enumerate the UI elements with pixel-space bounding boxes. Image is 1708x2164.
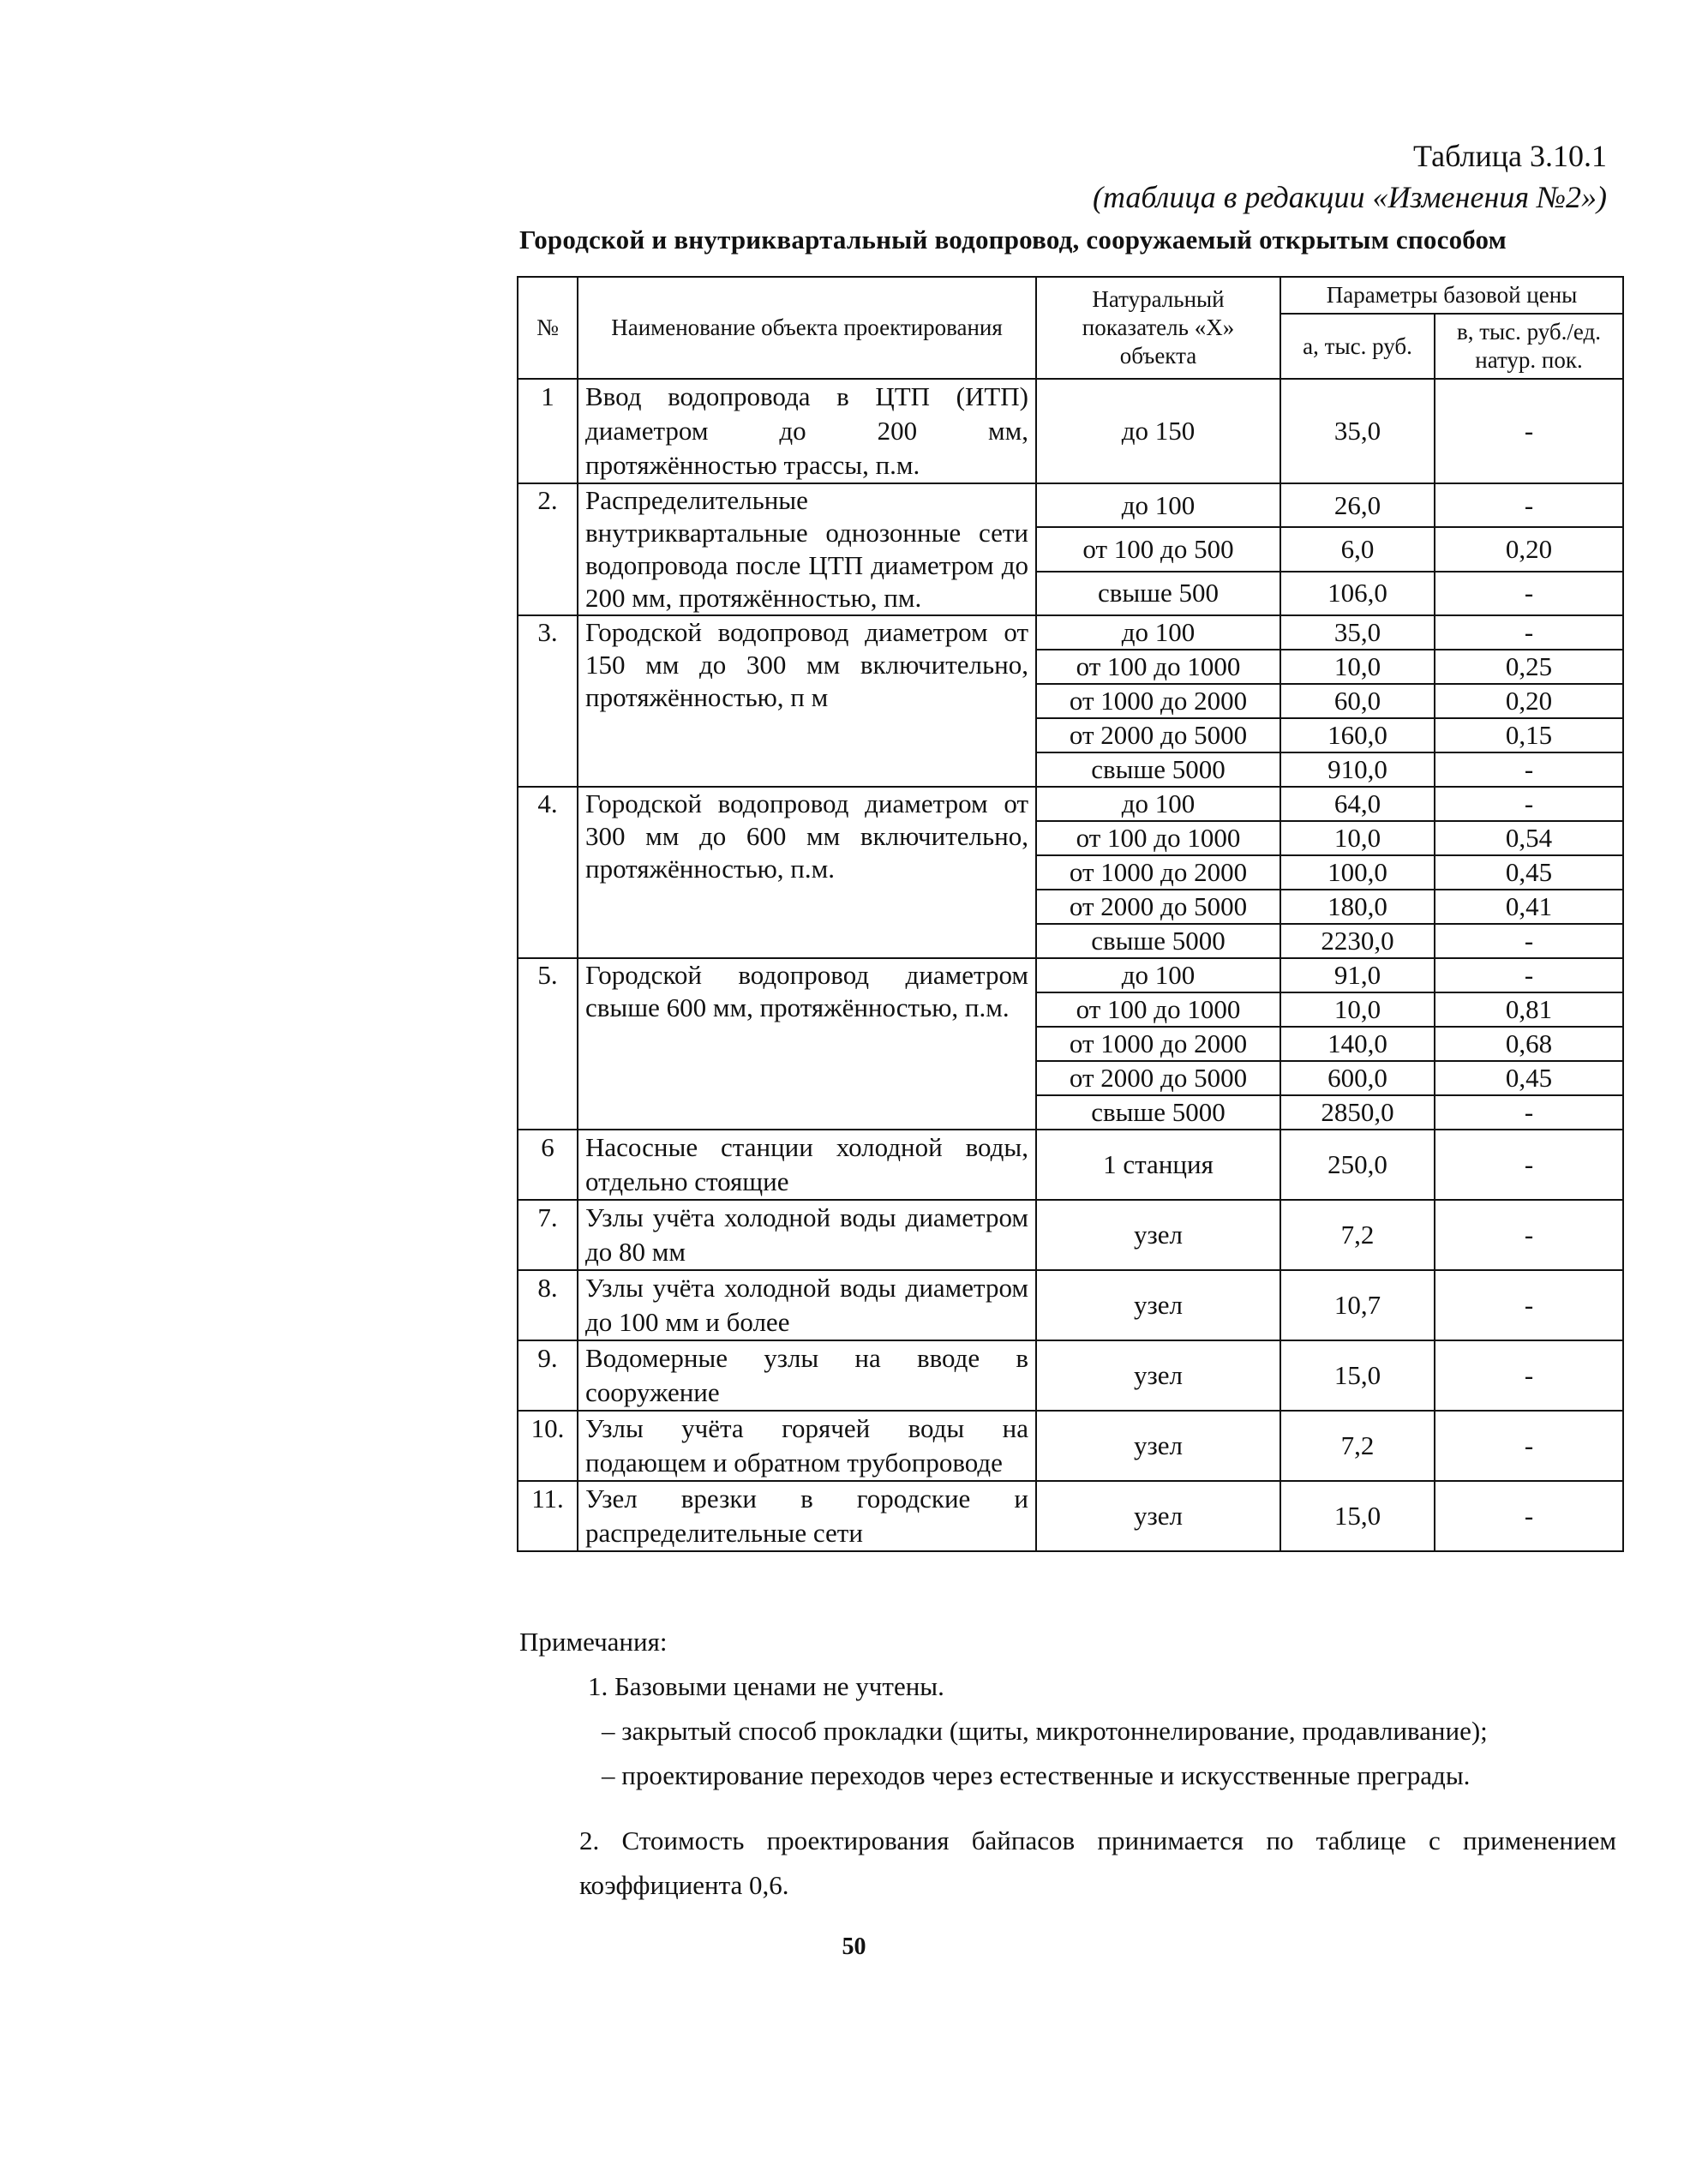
header-name: Наименование объекта проектирования [578, 277, 1036, 379]
price-b: 0,54 [1435, 821, 1623, 855]
price-a: 250,0 [1280, 1130, 1435, 1200]
price-a: 600,0 [1280, 1061, 1435, 1095]
price-b: - [1435, 483, 1623, 527]
header-natural: Натуральный показатель «Х» объекта [1036, 277, 1280, 379]
note-2: 2. Стоимость проектирования байпасов принимается по таблице с применением коэффициента 0,6. [579, 1825, 1616, 1900]
natural-indicator: от 100 до 1000 [1036, 992, 1280, 1027]
price-b: - [1435, 1411, 1623, 1481]
natural-indicator: от 1000 до 2000 [1036, 684, 1280, 718]
header-b: в, тыс. руб./ед. натур. пок. [1435, 314, 1623, 379]
price-b: 0,15 [1435, 718, 1623, 752]
natural-indicator: от 1000 до 2000 [1036, 855, 1280, 890]
price-a: 64,0 [1280, 787, 1435, 821]
price-a: 100,0 [1280, 855, 1435, 890]
price-a: 10,7 [1280, 1270, 1435, 1340]
price-b: 0,81 [1435, 992, 1623, 1027]
table-row [518, 615, 1623, 650]
natural-indicator: 1 станция [1036, 1130, 1280, 1200]
price-a: 910,0 [1280, 752, 1435, 787]
price-a: 35,0 [1280, 379, 1435, 483]
natural-indicator: узел [1036, 1270, 1280, 1340]
natural-indicator: узел [1036, 1340, 1280, 1411]
table-title: Городской и внутриквартальный водопровод, сооружаемый открытым способом [519, 225, 1507, 255]
object-name: Городской водопровод диаметром от 150 мм до 300 мм включительно, протяжённостью, п м [578, 615, 1036, 787]
notes-heading: Примечания: [519, 1627, 668, 1657]
table-row [518, 958, 1623, 992]
price-b: - [1435, 615, 1623, 650]
object-name: Распределительные внутриквартальные однозонные сети водопровода после ЦТП диаметром до 200 мм, протяжённостью, пм. [578, 483, 1036, 615]
natural-indicator: до 100 [1036, 787, 1280, 821]
natural-indicator: от 100 до 500 [1036, 527, 1280, 571]
table-row [518, 1340, 1623, 1411]
price-a: 15,0 [1280, 1340, 1435, 1411]
price-b: - [1435, 1481, 1623, 1551]
price-b: - [1435, 572, 1623, 615]
row-number: 7. [518, 1200, 578, 1270]
price-a: 140,0 [1280, 1027, 1435, 1061]
price-a: 7,2 [1280, 1200, 1435, 1270]
price-b: - [1435, 787, 1623, 821]
header-params: Параметры базовой цены [1280, 277, 1623, 314]
price-b: 0,68 [1435, 1027, 1623, 1061]
price-b: - [1435, 1095, 1623, 1130]
price-b: - [1435, 379, 1623, 483]
natural-indicator: свыше 500 [1036, 572, 1280, 615]
price-b: - [1435, 752, 1623, 787]
row-number: 8. [518, 1270, 578, 1340]
price-b: - [1435, 924, 1623, 958]
page-number: 50 [842, 1933, 866, 1960]
natural-indicator: узел [1036, 1411, 1280, 1481]
price-b: - [1435, 958, 1623, 992]
header-num: № [518, 277, 578, 379]
table-row [518, 1411, 1623, 1481]
note-1-sub-2: – проектирование переходов через естественные и искусственные преграды. [602, 1760, 1471, 1790]
row-number: 2. [518, 483, 578, 615]
price-b: 0,20 [1435, 527, 1623, 571]
natural-indicator: до 150 [1036, 379, 1280, 483]
row-number: 9. [518, 1340, 578, 1411]
natural-indicator: свыше 5000 [1036, 752, 1280, 787]
price-b: - [1435, 1130, 1623, 1200]
header-a: а, тыс. руб. [1280, 314, 1435, 379]
price-a: 2230,0 [1280, 924, 1435, 958]
price-table [517, 276, 1624, 1552]
row-number: 11. [518, 1481, 578, 1551]
price-a: 26,0 [1280, 483, 1435, 527]
table-edition-note: (таблица в редакции «Изменения №2») [1093, 180, 1607, 214]
object-name: Городской водопровод диаметром свыше 600 мм, протяжённостью, п.м. [578, 958, 1036, 1130]
price-a: 2850,0 [1280, 1095, 1435, 1130]
table-body [518, 379, 1623, 1551]
table-row [518, 1200, 1623, 1270]
note-1: 1. Базовыми ценами не учтены. [588, 1671, 944, 1701]
price-a: 180,0 [1280, 890, 1435, 924]
price-b: - [1435, 1340, 1623, 1411]
object-name: Узлы учёта холодной воды диаметром до 100 мм и более [578, 1270, 1036, 1340]
table-row [518, 1481, 1623, 1551]
object-name: Узлы учёта холодной воды диаметром до 80 мм [578, 1200, 1036, 1270]
table-header [518, 277, 1623, 379]
object-name: Насосные станции холодной воды, отдельно стоящие [578, 1130, 1036, 1200]
natural-indicator: от 100 до 1000 [1036, 821, 1280, 855]
table-row [518, 1130, 1623, 1200]
object-name: Городской водопровод диаметром от 300 мм до 600 мм включительно, протяжённостью, п.м. [578, 787, 1036, 958]
row-number: 1 [518, 379, 578, 483]
natural-indicator: от 2000 до 5000 [1036, 890, 1280, 924]
row-number: 10. [518, 1411, 578, 1481]
price-a: 10,0 [1280, 821, 1435, 855]
table-row [518, 787, 1623, 821]
natural-indicator: от 2000 до 5000 [1036, 1061, 1280, 1095]
price-b: 0,25 [1435, 650, 1623, 684]
price-b: 0,41 [1435, 890, 1623, 924]
price-a: 160,0 [1280, 718, 1435, 752]
natural-indicator: до 100 [1036, 483, 1280, 527]
natural-indicator: свыше 5000 [1036, 924, 1280, 958]
table-row [518, 483, 1623, 527]
table-number: Таблица 3.10.1 [1413, 139, 1607, 173]
price-b: - [1435, 1200, 1623, 1270]
note-1-sub-1: – закрытый способ прокладки (щиты, микротоннелирование, продавливание); [602, 1716, 1488, 1746]
object-name: Узлы учёта горячей воды на подающем и обратном трубопроводе [578, 1411, 1036, 1481]
table-row [518, 1270, 1623, 1340]
price-b: 0,45 [1435, 1061, 1623, 1095]
price-a: 60,0 [1280, 684, 1435, 718]
table-caption [1093, 135, 1607, 218]
object-name: Водомерные узлы на вводе в сооружение [578, 1340, 1036, 1411]
price-a: 6,0 [1280, 527, 1435, 571]
row-number: 5. [518, 958, 578, 1130]
natural-indicator: до 100 [1036, 958, 1280, 992]
natural-indicator: узел [1036, 1200, 1280, 1270]
natural-indicator: от 2000 до 5000 [1036, 718, 1280, 752]
table-row [518, 379, 1623, 483]
notes [519, 1620, 1616, 1908]
natural-indicator: свыше 5000 [1036, 1095, 1280, 1130]
object-name: Узел врезки в городские и распределительные сети [578, 1481, 1036, 1551]
natural-indicator: от 1000 до 2000 [1036, 1027, 1280, 1061]
price-b: - [1435, 1270, 1623, 1340]
object-name: Ввод водопровода в ЦТП (ИТП) диаметром до 200 мм, протяжённостью трассы, п.м. [578, 379, 1036, 483]
price-a: 10,0 [1280, 992, 1435, 1027]
row-number: 3. [518, 615, 578, 787]
price-a: 7,2 [1280, 1411, 1435, 1481]
price-b: 0,45 [1435, 855, 1623, 890]
price-a: 91,0 [1280, 958, 1435, 992]
price-a: 35,0 [1280, 615, 1435, 650]
price-a: 10,0 [1280, 650, 1435, 684]
price-b: 0,20 [1435, 684, 1623, 718]
natural-indicator: от 100 до 1000 [1036, 650, 1280, 684]
price-a: 15,0 [1280, 1481, 1435, 1551]
price-a: 106,0 [1280, 572, 1435, 615]
natural-indicator: до 100 [1036, 615, 1280, 650]
natural-indicator: узел [1036, 1481, 1280, 1551]
row-number: 6 [518, 1130, 578, 1200]
row-number: 4. [518, 787, 578, 958]
